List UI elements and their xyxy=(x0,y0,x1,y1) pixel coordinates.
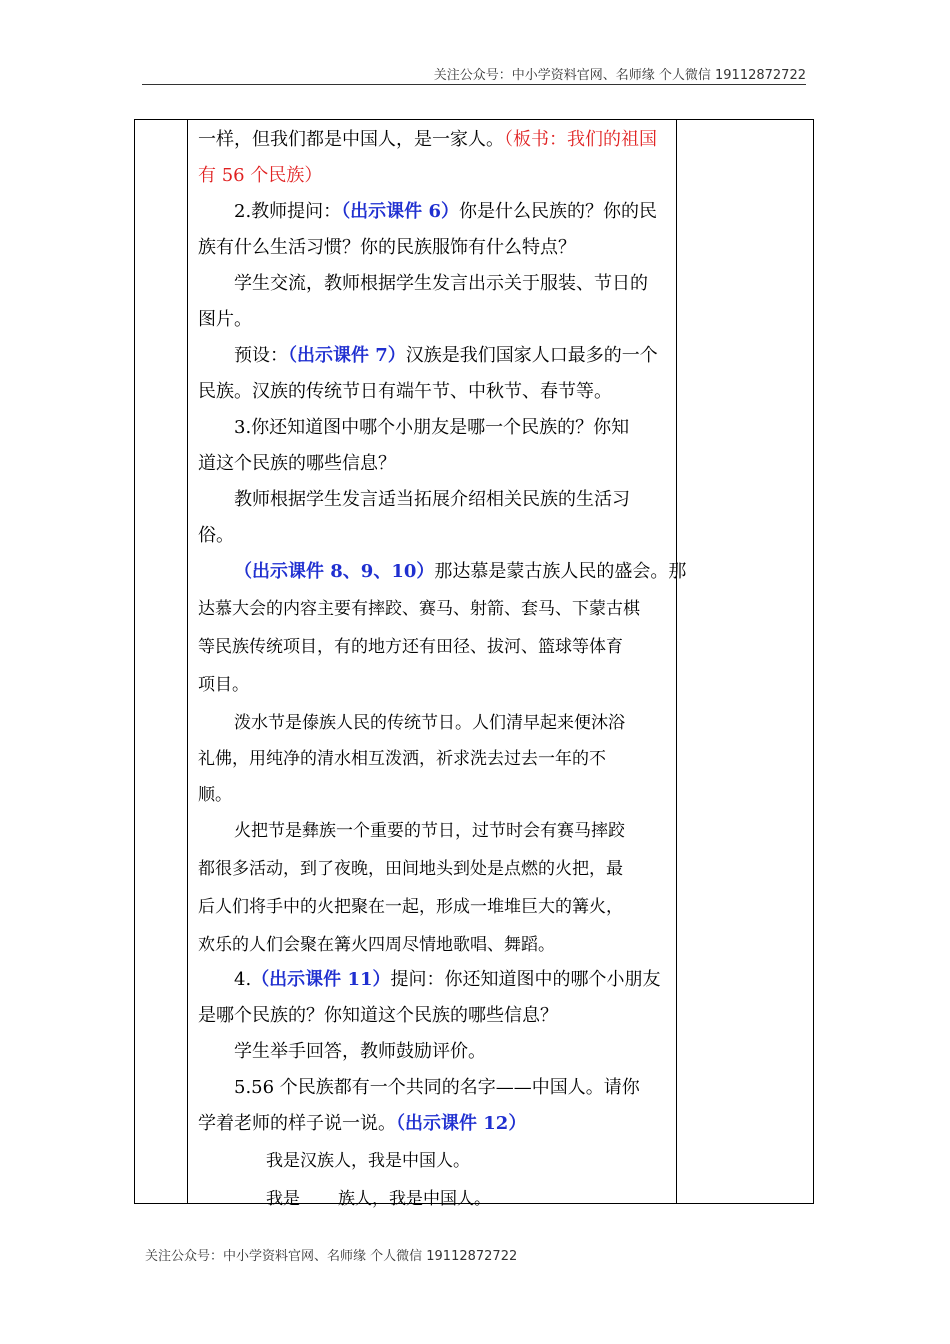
page-header: 关注公众号：中小学资料官网、名师缘 个人微信 19112872722 xyxy=(433,68,806,83)
slide-cue: （出示课件 6） xyxy=(341,201,459,222)
paragraph-line: 欢乐的人们会聚在篝火四周尽情地歌唱、舞蹈。 xyxy=(198,935,555,955)
paragraph-line: 项目。 xyxy=(198,675,249,695)
blank-line xyxy=(300,1189,338,1204)
paragraph-line: 学生举手回答，教师鼓励评价。 xyxy=(234,1041,486,1062)
paragraph-line: 后人们将手中的火把聚在一起，形成一堆堆巨大的篝火， xyxy=(198,897,623,917)
paragraph-line: 4.（出示课件 11）提问：你还知道图中的哪个小朋友 xyxy=(234,969,661,990)
slide-cue: （出示课件 7） xyxy=(288,345,406,366)
paragraph-line: 3.你还知道图中哪个小朋友是哪一个民族的？你知 xyxy=(234,417,630,438)
paragraph-line: 学着老师的样子说一说。（出示课件 12） xyxy=(198,1113,527,1134)
paragraph-line: 是哪个民族的？你知道这个民族的哪些信息？ xyxy=(198,1005,558,1026)
paragraph-line: 图片。 xyxy=(198,309,252,330)
header-divider xyxy=(142,84,806,85)
paragraph-line: 礼佛，用纯净的清水相互泼洒，祈求洗去过去一年的不 xyxy=(198,749,606,769)
paragraph-line: 5.56 个民族都有一个共同的名字——中国人。请你 xyxy=(234,1077,640,1098)
lesson-table xyxy=(134,119,814,1209)
paragraph-line: 教师根据学生发言适当拓展介绍相关民族的生活习 xyxy=(234,489,630,510)
paragraph-line: 泼水节是傣族人民的传统节日。人们清早起来便沐浴 xyxy=(234,713,625,733)
slide-cue: （出示课件 12） xyxy=(396,1113,527,1134)
paragraph-line: 民族。汉族的传统节日有端午节、中秋节、春节等。 xyxy=(198,381,612,402)
fill-blank-sentence: 我是 族人，我是中国人。 xyxy=(266,1189,491,1209)
paragraph-line: 预设：（出示课件 7）汉族是我们国家人口最多的一个 xyxy=(234,345,658,366)
paragraph-line: 俗。 xyxy=(198,525,234,546)
paragraph-line: 达慕大会的内容主要有摔跤、赛马、射箭、套马、下蒙古棋 xyxy=(198,599,640,619)
slide-cue: （出示课件 8、9、10） xyxy=(234,561,435,582)
paragraph-line: 一样，但我们都是中国人，是一家人。（板书：我们的祖国 xyxy=(198,129,657,150)
paragraph-line: 等民族传统项目，有的地方还有田径、拔河、篮球等体育 xyxy=(198,637,623,657)
board-note: （板书：我们的祖国 xyxy=(504,129,657,150)
paragraph-line: 顺。 xyxy=(198,785,232,805)
board-note: 有 56 个民族） xyxy=(198,165,323,186)
example-sentence: 我是汉族人，我是中国人。 xyxy=(266,1151,470,1171)
paragraph-line: 都很多活动，到了夜晚，田间地头到处是点燃的火把，最 xyxy=(198,859,623,879)
paragraph-line: （出示课件 8、9、10）那达慕是蒙古族人民的盛会。那 xyxy=(234,561,687,582)
table-left-column xyxy=(135,120,188,1203)
paragraph-line: 学生交流，教师根据学生发言出示关于服装、节日的 xyxy=(234,273,648,294)
paragraph-line: 族有什么生活习惯？你的民族服饰有什么特点？ xyxy=(198,237,576,258)
paragraph-line: 火把节是彝族一个重要的节日，过节时会有赛马摔跤 xyxy=(234,821,625,841)
paragraph-line: 2.教师提问：（出示课件 6）你是什么民族的？你的民 xyxy=(234,201,657,222)
paragraph-line: 道这个民族的哪些信息？ xyxy=(198,453,396,474)
slide-cue: （出示课件 11） xyxy=(251,969,391,990)
table-right-column xyxy=(676,120,813,1203)
page-footer: 关注公众号：中小学资料官网、名师缘 个人微信 19112872722 xyxy=(145,1249,518,1264)
